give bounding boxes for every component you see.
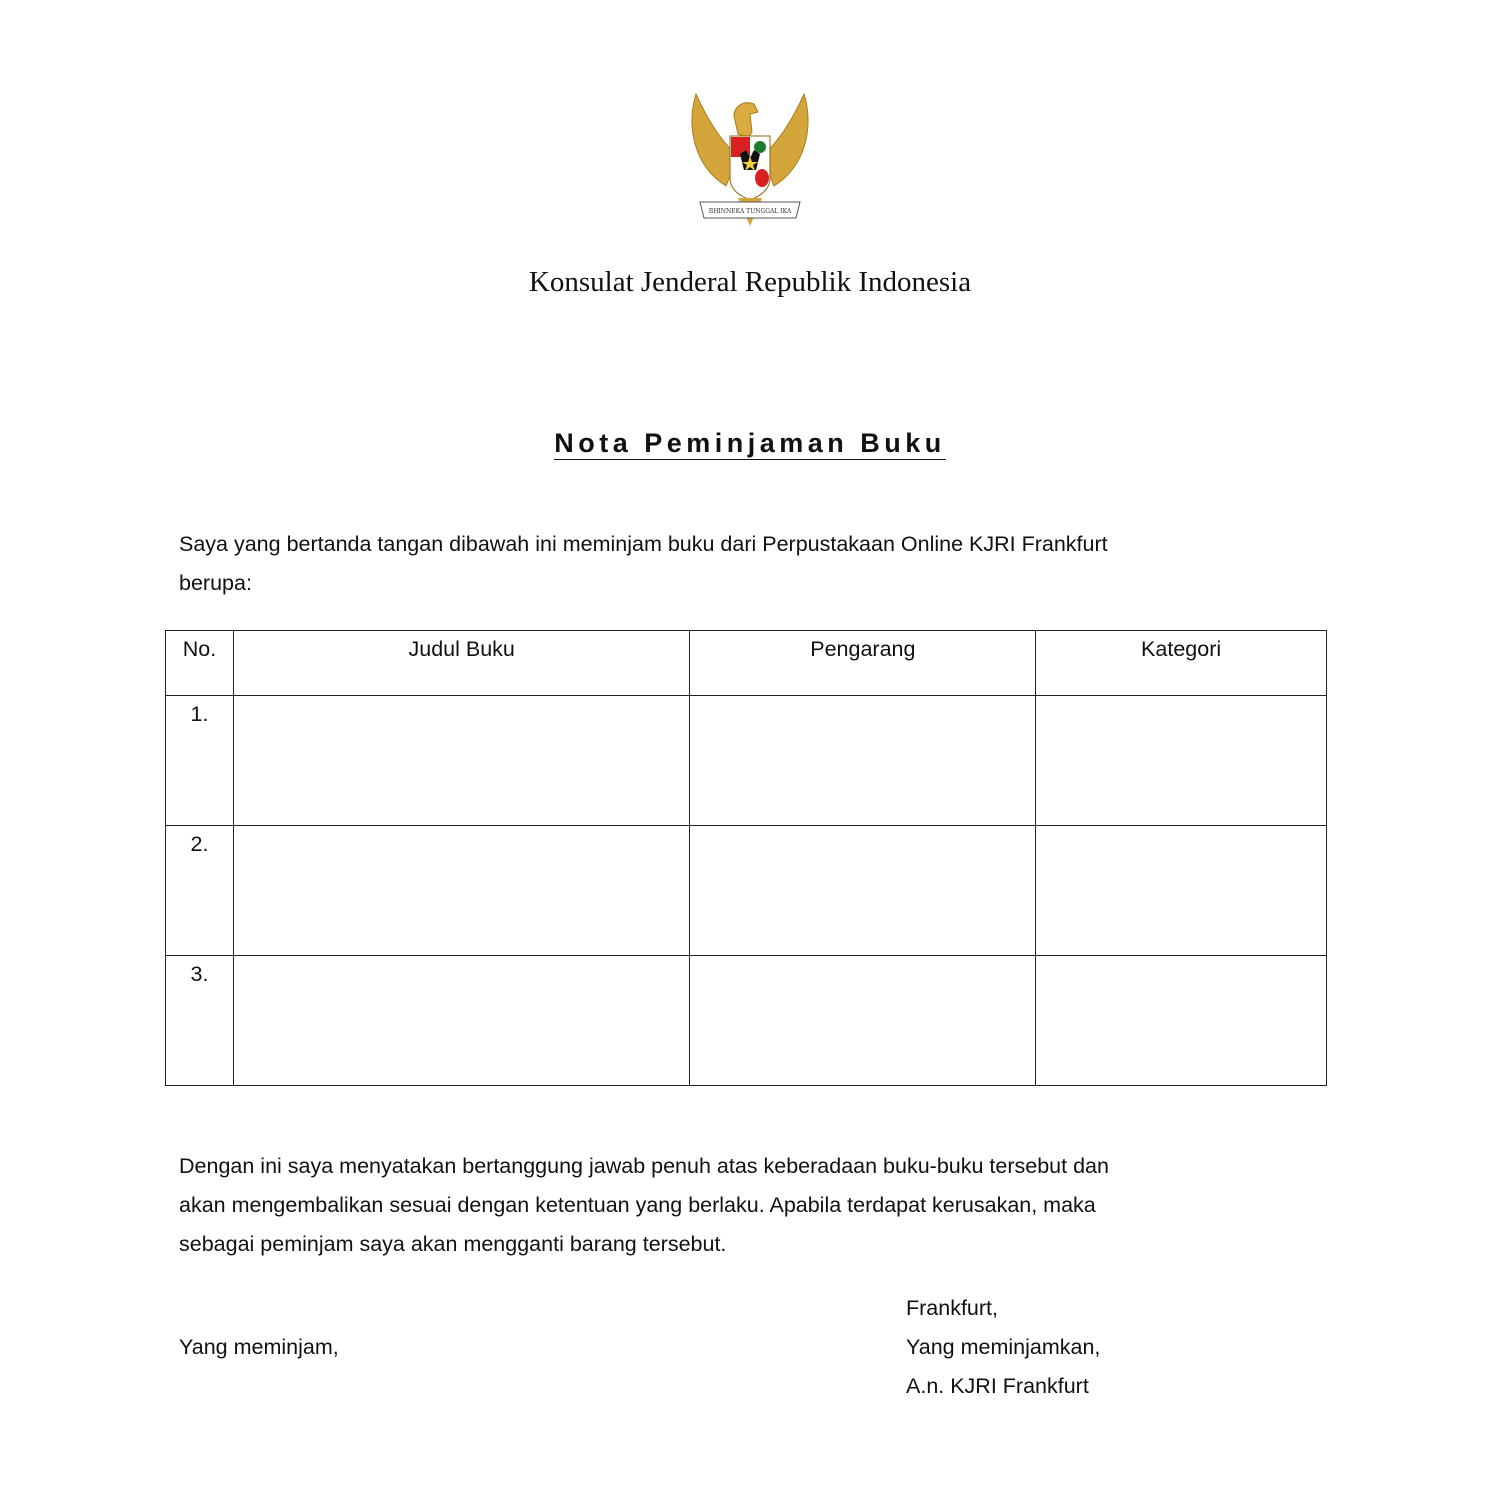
lender-block bbox=[906, 1289, 1100, 1406]
column-header-kategori: Kategori bbox=[1036, 631, 1327, 696]
table-row bbox=[166, 696, 1327, 826]
kategori-cell[interactable] bbox=[1036, 956, 1327, 1086]
book-loan-table bbox=[165, 630, 1327, 1086]
intro-paragraph bbox=[179, 525, 1108, 603]
column-header-judul: Judul Buku bbox=[233, 631, 690, 696]
lender-org: A.n. KJRI Frankfurt bbox=[906, 1374, 1089, 1398]
statement-line: akan mengembalikan sesuai dengan ketentuan yang berlaku. Apabila terdapat kerusakan, maka bbox=[179, 1193, 1096, 1217]
place-label: Frankfurt, bbox=[906, 1296, 998, 1320]
statement-paragraph bbox=[179, 1147, 1109, 1264]
table-header-row bbox=[166, 631, 1327, 696]
organization-name: Konsulat Jenderal Republik Indonesia bbox=[528, 266, 972, 298]
row-number: 3. bbox=[166, 956, 234, 1086]
document-title bbox=[0, 428, 1500, 459]
intro-line: Saya yang bertanda tangan dibawah ini meminjam buku dari Perpustakaan Online KJRI Frankfurt bbox=[179, 532, 1108, 556]
intro-line: berupa: bbox=[179, 571, 252, 595]
table-row bbox=[166, 956, 1327, 1086]
kategori-cell[interactable] bbox=[1036, 696, 1327, 826]
pengarang-cell[interactable] bbox=[690, 696, 1036, 826]
pengarang-cell[interactable] bbox=[690, 956, 1036, 1086]
pengarang-cell[interactable] bbox=[690, 826, 1036, 956]
statement-line: sebagai peminjam saya akan mengganti barang tersebut. bbox=[179, 1232, 727, 1256]
statement-line: Dengan ini saya menyatakan bertanggung jawab penuh atas keberadaan buku-buku tersebut dan bbox=[179, 1154, 1109, 1178]
row-number: 2. bbox=[166, 826, 234, 956]
garuda-pancasila-emblem bbox=[686, 86, 814, 232]
kategori-cell[interactable] bbox=[1036, 826, 1327, 956]
judul-cell[interactable] bbox=[233, 956, 690, 1086]
borrower-label: Yang meminjam, bbox=[179, 1335, 339, 1359]
judul-cell[interactable] bbox=[233, 696, 690, 826]
table-row bbox=[166, 826, 1327, 956]
column-header-pengarang: Pengarang bbox=[690, 631, 1036, 696]
judul-cell[interactable] bbox=[233, 826, 690, 956]
document-title-text: Nota Peminjaman Buku bbox=[554, 428, 946, 458]
row-number: 1. bbox=[166, 696, 234, 826]
svg-text:BHINNEKA TUNGGAL IKA: BHINNEKA TUNGGAL IKA bbox=[708, 208, 792, 215]
column-header-no: No. bbox=[166, 631, 234, 696]
lender-label: Yang meminjamkan, bbox=[906, 1335, 1101, 1359]
